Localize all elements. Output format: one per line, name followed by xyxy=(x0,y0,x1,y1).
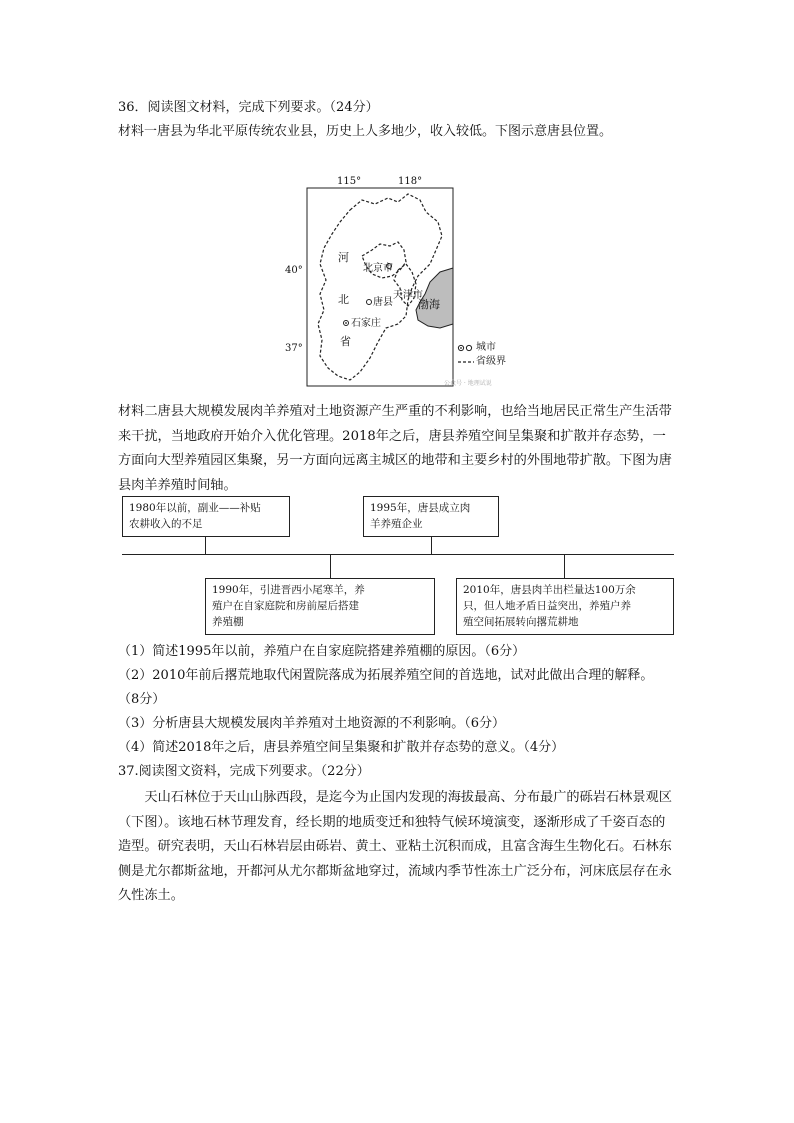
timeline-event-1995: 1995年，唐县成立肉 羊养殖企业 xyxy=(363,496,499,537)
timeline-event-1990: 1990年，引进晋西小尾寒羊，养 殖户在自家庭院和房前屋后搭建 养殖棚 xyxy=(205,578,435,635)
timeline-connector-2010 xyxy=(564,554,565,578)
q36-heading: 36．阅读图文材料，完成下列要求。（24分） xyxy=(118,100,379,115)
label-bei: 北 xyxy=(338,293,349,306)
timeline-axis xyxy=(122,554,674,555)
material-1-text: 材料一唐县为华北平原传统农业县，历史上人多地少，收入较低。下图示意唐县位置。 xyxy=(118,124,613,139)
lon-label-115: 115° xyxy=(337,176,362,187)
question-3: （3）分析唐县大规模发展肉羊养殖对土地资源的不利影响。（6分） xyxy=(118,716,506,731)
label-bohai: 渤海 xyxy=(418,298,440,311)
question-4: （4）简述2018年之后，唐县养殖空间呈集聚和扩散并存态势的意义。（4分） xyxy=(118,740,565,755)
tangxian-city-marker xyxy=(367,300,372,305)
timeline-connector-1995 xyxy=(431,536,432,554)
label-he: 河 xyxy=(338,251,349,264)
question-1: （1）简述1995年以前，养殖户在自家庭院搭建养殖棚的原因。（6分） xyxy=(118,644,526,659)
label-sheng: 省 xyxy=(340,335,351,348)
material-2-text: 材料二唐县大规模发展肉羊养殖对土地资源产生严重的不利影响，也给当地居民正常生产生活带来干扰，当地政府开始介入优化管理。2018年之后，唐县养殖空间呈集聚和扩散并存态势，一方面向大型养殖园区集聚，另一方面向远离主城区的地带和主要乡村的外围地带扩散。下图为唐县肉羊养殖时间轴。 xyxy=(118,404,672,493)
timeline-connector-1990 xyxy=(330,554,331,578)
question-2-score: （8分） xyxy=(118,692,166,707)
watermark-text: 公众号 · 地理试说 xyxy=(444,380,492,387)
question-2: （2）2010年前后撂荒地取代闲置院落成为拓展养殖空间的首选地，试对此做出合理的解释。 xyxy=(118,668,654,683)
label-tangxian: 唐县 xyxy=(373,297,393,308)
timeline-connector-1980 xyxy=(205,536,206,554)
lon-label-118: 118° xyxy=(398,176,423,187)
legend-boundary-label: 省级界 xyxy=(476,356,506,367)
q37-heading: 37.阅读图文资料，完成下列要求。（22分） xyxy=(118,764,370,779)
lat-label-37: 37° xyxy=(285,343,303,354)
q37-paragraph: 天山石林位于天山山脉西段，是迄今为止国内发现的海拔最高、分布最广的砾岩石林景观区（下图）。该地石林节理发育，经长期的地质变迁和独特气候环境演变，逐渐形成了千姿百态的造型。研究表明，天山石林岩层由砾岩、黄土、亚粘土沉积而成，且富含海生生物化石。石林东侧是尤尔都斯盆地，开都河从尤尔都斯盆地穿过，流域内季节性冻土广泛分布，河床底层存在永久性冻土。 xyxy=(118,790,672,903)
tangxian-location-map xyxy=(280,172,510,392)
label-beijing: 北京市 xyxy=(363,263,393,274)
timeline-event-1980: 1980年以前，副业——补贴 农耕收入的不足 xyxy=(122,496,290,537)
legend-city-label: 城市 xyxy=(476,342,496,353)
label-shijiazhuang: 石家庄 xyxy=(351,318,381,329)
timeline-event-2010: 2010年，唐县肉羊出栏量达100万余 只，但人地矛盾日益突出，养殖户养 殖空间拓展转向撂荒耕地 xyxy=(456,578,674,635)
lat-label-40: 40° xyxy=(285,265,303,276)
label-tianjin: 天津市 xyxy=(393,290,423,301)
